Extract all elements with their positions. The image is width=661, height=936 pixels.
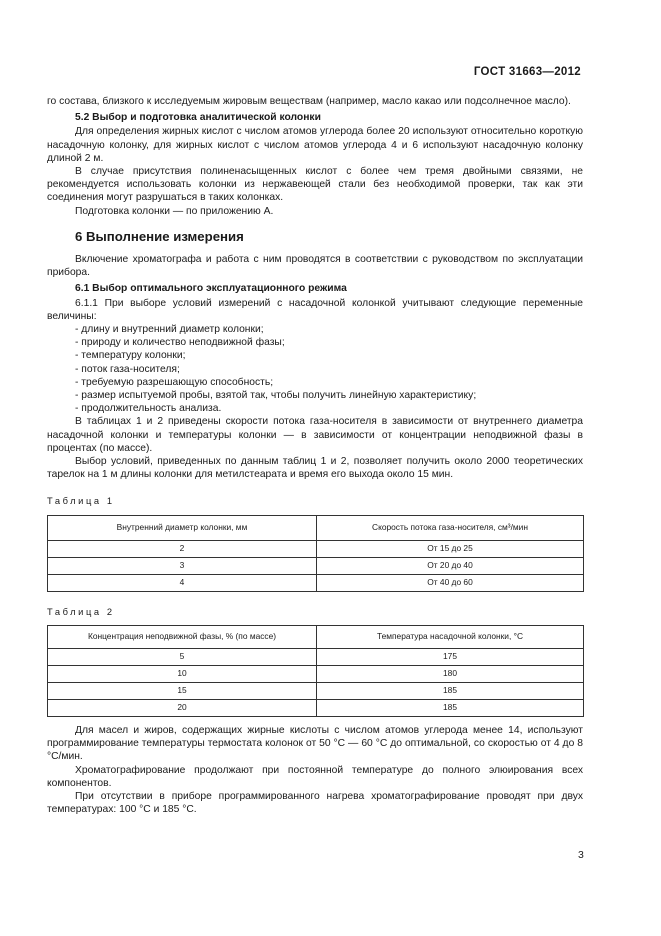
paragraph: Хроматографирование продолжают при постоянной температуре до полного элюирования всех компонентов. bbox=[47, 764, 583, 789]
section-heading-6: 6 Выполнение измерения bbox=[75, 228, 244, 244]
table-cell: 180 bbox=[317, 665, 584, 682]
list-item: - продолжительность анализа. bbox=[75, 403, 222, 415]
table-cell: 20 bbox=[48, 699, 317, 716]
table-cell: От 20 до 40 bbox=[317, 557, 584, 574]
table-row bbox=[48, 682, 584, 699]
table-header-cell: Концентрация неподвижной фазы, % (по массе) bbox=[48, 625, 317, 648]
paragraph: Включение хроматографа и работа с ним проводятся в соответствии с руководством по эксплуатации прибора. bbox=[47, 254, 583, 279]
table-cell: От 40 до 60 bbox=[317, 574, 584, 591]
table-cell: 5 bbox=[48, 648, 317, 665]
list-item: - поток газа-носителя; bbox=[75, 363, 180, 375]
table-cell: 10 bbox=[48, 665, 317, 682]
table-row bbox=[48, 540, 584, 557]
paragraph: го состава, близкого к исследуемым жировым веществам (например, масло какао или подсолнечное масло). bbox=[47, 96, 571, 107]
table-2 bbox=[47, 625, 584, 717]
paragraph: Подготовка колонки — по приложению А. bbox=[75, 205, 274, 217]
table-cell: 3 bbox=[48, 557, 317, 574]
paragraph: Выбор условий, приведенных по данным таблиц 1 и 2, позволяет получить около 2000 теоретических тарелок на 1 м длины колонки для метилстеарата и время его выхода около 15 мин. bbox=[47, 456, 583, 481]
table-cell: 175 bbox=[317, 648, 584, 665]
page-number: 3 bbox=[578, 849, 584, 861]
paragraph: В таблицах 1 и 2 приведены скорости потока газа-носителя в зависимости от внутреннего диаметра насадочной колонки и температуры колонки — в зависимости от концентрации неподвижной фазы в процентах (по массе). bbox=[47, 416, 583, 454]
variables-list bbox=[47, 323, 583, 415]
table-cell: 185 bbox=[317, 682, 584, 699]
paragraph: При отсутствии в приборе программированного нагрева хроматографирование проводят при двух температурах: 100 °С и 185 °С. bbox=[47, 790, 583, 816]
table-row bbox=[48, 665, 584, 682]
document-body bbox=[47, 95, 583, 816]
paragraph: 6.1.1 При выборе условий измерений с насадочной колонкой учитывают следующие переменные величины: bbox=[47, 297, 583, 322]
table-cell: 185 bbox=[317, 699, 584, 716]
table-row bbox=[48, 699, 584, 716]
list-item: - длину и внутренний диаметр колонки; bbox=[75, 324, 264, 336]
table-row bbox=[48, 574, 584, 591]
section-heading-5-2: 5.2 Выбор и подготовка аналитической колонки bbox=[75, 112, 321, 124]
standard-number: ГОСТ 31663—2012 bbox=[473, 66, 581, 78]
table-header-row bbox=[48, 515, 584, 540]
paragraph: Для определения жирных кислот с числом атомов углерода более 20 используют относительно короткую насадочную колонку, для жирных кислот с числом атомов углерода 4 и 6 используют насадочную колонку длиной 2 м. bbox=[47, 126, 583, 164]
paragraph: Для масел и жиров, содержащих жирные кислоты с числом атомов углерода менее 14, используют программирование температуры термостата колонок от 50 °С — 60 °С до оптимальной, со скоростью от 4 до 8 °С/мин. bbox=[47, 724, 583, 763]
table-1 bbox=[47, 515, 584, 592]
list-item: - размер испытуемой пробы, взятой так, чтобы получить линейную характеристику; bbox=[75, 390, 477, 402]
table-cell: 15 bbox=[48, 682, 317, 699]
paragraph: В случае присутствия полиненасыщенных кислот с более чем тремя двойными связями, не рекомендуется использовать колонки из нержавеющей стали без необходимой проверки, так как эти соединения могут разрушаться в таких колонках. bbox=[47, 166, 583, 204]
table-header-cell: Температура насадочной колонки, °С bbox=[317, 625, 584, 648]
table-cell: От 15 до 25 bbox=[317, 540, 584, 557]
table-header-cell: Скорость потока газа-носителя, см³/мин bbox=[317, 515, 584, 540]
list-item: - требуемую разрешающую способность; bbox=[75, 376, 274, 388]
list-item: - природу и количество неподвижной фазы; bbox=[75, 337, 285, 349]
list-item: - температуру колонки; bbox=[75, 350, 186, 362]
table-1-caption: Таблица 1 bbox=[47, 496, 115, 507]
table-cell: 4 bbox=[48, 574, 317, 591]
table-header-cell: Внутренний диаметр колонки, мм bbox=[48, 515, 317, 540]
section-heading-6-1: 6.1 Выбор оптимального эксплуатационного режима bbox=[75, 283, 347, 295]
table-2-caption: Таблица 2 bbox=[47, 606, 115, 617]
table-cell: 2 bbox=[48, 540, 317, 557]
table-row bbox=[48, 648, 584, 665]
table-row bbox=[48, 557, 584, 574]
table-header-row bbox=[48, 625, 584, 648]
